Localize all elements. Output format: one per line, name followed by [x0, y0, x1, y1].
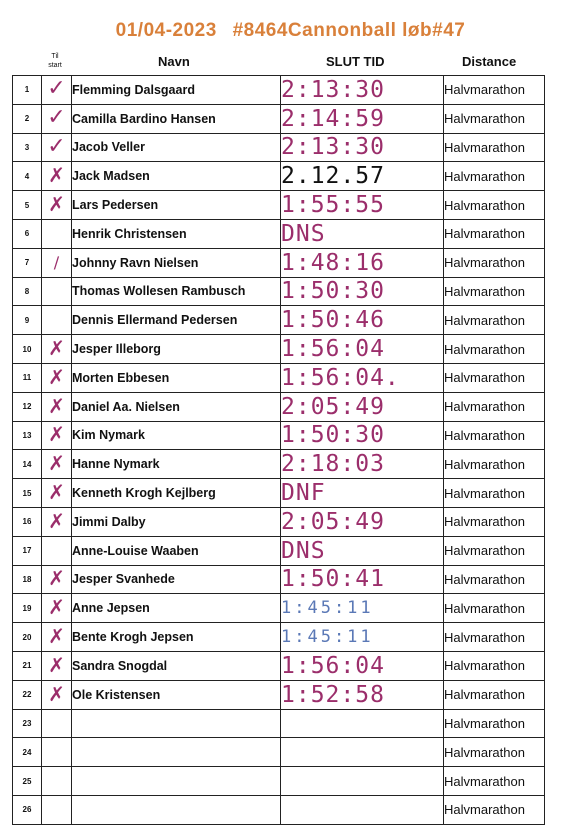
finish-time-cell — [281, 191, 444, 220]
checkmark-icon: ✓ — [47, 76, 66, 102]
finish-time-cell — [281, 738, 444, 767]
title-event: #8464Cannonball løb#47 — [232, 20, 466, 41]
start-mark-cell — [42, 594, 72, 623]
header-start: start — [48, 62, 62, 69]
distance-cell: Halvmarathon — [444, 363, 545, 392]
start-mark-cell — [42, 680, 72, 709]
header-til-start — [40, 52, 70, 70]
runner-name: Camilla Bardino Hansen — [72, 104, 281, 133]
table-row — [13, 363, 545, 392]
finish-time-cell — [281, 680, 444, 709]
finish-time: DNS — [281, 537, 326, 564]
finish-time: DNF — [281, 480, 326, 507]
finish-time-cell — [281, 623, 444, 652]
finish-time: 2:14:59 — [281, 105, 385, 132]
start-mark-cell — [42, 219, 72, 248]
finish-time: 1:56:04. — [281, 364, 400, 391]
cross-mark-icon: ✗ — [48, 422, 65, 447]
table-row — [13, 76, 545, 105]
finish-time: 2:13:30 — [281, 134, 385, 161]
finish-time-cell — [281, 162, 444, 191]
runner-name: Jack Madsen — [72, 162, 281, 191]
finish-time-cell — [281, 450, 444, 479]
finish-time-cell — [281, 421, 444, 450]
table-row — [13, 767, 545, 796]
cross-mark-icon: ✗ — [48, 451, 65, 476]
distance-cell: Halvmarathon — [444, 306, 545, 335]
cross-mark-icon: ✗ — [48, 566, 65, 591]
runner-name: Henrik Christensen — [72, 219, 281, 248]
finish-time-cell — [281, 795, 444, 824]
distance-cell: Halvmarathon — [444, 133, 545, 162]
finish-time: 1:56:04 — [281, 336, 385, 363]
distance-cell: Halvmarathon — [444, 651, 545, 680]
runner-name: Dennis Ellermand Pedersen — [72, 306, 281, 335]
finish-time-cell — [281, 536, 444, 565]
start-mark-cell — [42, 479, 72, 508]
table-row — [13, 479, 545, 508]
distance-cell: Halvmarathon — [444, 277, 545, 306]
runner-name: Anne Jepsen — [72, 594, 281, 623]
finish-time-cell — [281, 248, 444, 277]
title-date: 01/04-2023 — [115, 20, 217, 41]
finish-time: 2.12.57 — [281, 163, 385, 190]
table-row — [13, 277, 545, 306]
row-number: 10 — [13, 335, 42, 364]
results-body — [13, 76, 545, 825]
finish-time-cell — [281, 594, 444, 623]
finish-time: 2:05:49 — [281, 508, 385, 535]
row-number: 16 — [13, 507, 42, 536]
start-mark-cell — [42, 277, 72, 306]
finish-time-cell — [281, 507, 444, 536]
start-mark-cell — [42, 767, 72, 796]
runner-name: Jesper Svanhede — [72, 565, 281, 594]
start-mark-cell — [42, 162, 72, 191]
runner-name: Thomas Wollesen Rambusch — [72, 277, 281, 306]
table-row — [13, 680, 545, 709]
row-number: 8 — [13, 277, 42, 306]
table-row — [13, 450, 545, 479]
runner-name: Jesper Illeborg — [72, 335, 281, 364]
row-number: 19 — [13, 594, 42, 623]
row-number: 7 — [13, 248, 42, 277]
start-mark-cell — [42, 421, 72, 450]
row-number: 12 — [13, 392, 42, 421]
finish-time-cell — [281, 306, 444, 335]
finish-time-cell — [281, 651, 444, 680]
distance-cell: Halvmarathon — [444, 162, 545, 191]
finish-time: DNS — [281, 220, 326, 247]
cross-mark-icon: ✗ — [48, 652, 65, 677]
row-number: 21 — [13, 651, 42, 680]
finish-time-cell — [281, 133, 444, 162]
header-distance: Distance — [462, 54, 517, 69]
finish-time-cell — [281, 392, 444, 421]
cross-mark-icon: ✗ — [48, 393, 65, 418]
distance-cell: Halvmarathon — [444, 191, 545, 220]
row-number: 13 — [13, 421, 42, 450]
row-number: 24 — [13, 738, 42, 767]
cross-mark-icon: ✗ — [48, 624, 65, 649]
table-row — [13, 738, 545, 767]
distance-cell: Halvmarathon — [444, 594, 545, 623]
runner-name: Kenneth Krogh Kejlberg — [72, 479, 281, 508]
header-navn: Navn — [158, 54, 190, 69]
table-row — [13, 335, 545, 364]
table-row — [13, 623, 545, 652]
finish-time: 1:50:30 — [281, 422, 385, 449]
row-number: 2 — [13, 104, 42, 133]
distance-cell: Halvmarathon — [444, 392, 545, 421]
finish-time-cell — [281, 709, 444, 738]
finish-time-cell — [281, 277, 444, 306]
table-row — [13, 162, 545, 191]
start-mark-cell — [42, 738, 72, 767]
table-row — [13, 536, 545, 565]
finish-time-cell — [281, 565, 444, 594]
distance-cell: Halvmarathon — [444, 738, 545, 767]
runner-name: Ole Kristensen — [72, 680, 281, 709]
distance-cell: Halvmarathon — [444, 219, 545, 248]
start-mark-cell — [42, 392, 72, 421]
start-mark-cell — [42, 104, 72, 133]
row-number: 26 — [13, 795, 42, 824]
runner-name: Johnny Ravn Nielsen — [72, 248, 281, 277]
finish-time: 2:13:30 — [281, 76, 385, 103]
runner-name: Kim Nymark — [72, 421, 281, 450]
header-slut-tid: SLUT TID — [326, 54, 385, 69]
start-mark-cell — [42, 450, 72, 479]
cross-mark-icon: ✗ — [48, 595, 65, 620]
distance-cell: Halvmarathon — [444, 767, 545, 796]
distance-cell: Halvmarathon — [444, 479, 545, 508]
runner-name: Sandra Snogdal — [72, 651, 281, 680]
distance-cell: Halvmarathon — [444, 709, 545, 738]
checkmark-icon: ✓ — [47, 105, 66, 131]
finish-time: 1:50:46 — [281, 307, 385, 334]
runner-name: Flemming Dalsgaard — [72, 76, 281, 105]
row-number: 9 — [13, 306, 42, 335]
start-mark-cell — [42, 76, 72, 105]
start-mark-cell — [42, 623, 72, 652]
distance-cell: Halvmarathon — [444, 450, 545, 479]
runner-name — [72, 795, 281, 824]
runner-name: Anne-Louise Waaben — [72, 536, 281, 565]
cross-mark-icon: ✗ — [48, 364, 65, 389]
finish-time: 1:52:58 — [281, 681, 385, 708]
row-number: 18 — [13, 565, 42, 594]
start-mark-cell — [42, 507, 72, 536]
start-mark-cell — [42, 191, 72, 220]
finish-time-cell — [281, 479, 444, 508]
start-mark-cell — [42, 133, 72, 162]
finish-time: 2:18:03 — [281, 451, 385, 478]
finish-time: 1:45:11 — [281, 627, 374, 648]
header-til: Til — [51, 53, 59, 60]
distance-cell: Halvmarathon — [444, 536, 545, 565]
checkmark-icon: ✓ — [47, 133, 66, 159]
start-mark-cell — [42, 709, 72, 738]
finish-time: 1:56:04 — [281, 652, 385, 679]
table-row — [13, 104, 545, 133]
start-mark-cell — [42, 565, 72, 594]
runner-name: Morten Ebbesen — [72, 363, 281, 392]
distance-cell: Halvmarathon — [444, 623, 545, 652]
cross-mark-icon: ✗ — [48, 192, 65, 217]
cross-mark-icon: ✗ — [48, 480, 65, 505]
table-row — [13, 565, 545, 594]
cross-mark-icon: ✗ — [48, 163, 65, 188]
finish-time: 1:45:11 — [281, 598, 374, 619]
distance-cell: Halvmarathon — [444, 104, 545, 133]
finish-time: 1:48:16 — [281, 249, 385, 276]
row-number: 15 — [13, 479, 42, 508]
finish-time-cell — [281, 363, 444, 392]
runner-name: Lars Pedersen — [72, 191, 281, 220]
distance-cell: Halvmarathon — [444, 248, 545, 277]
row-number: 3 — [13, 133, 42, 162]
distance-cell: Halvmarathon — [444, 335, 545, 364]
table-row — [13, 795, 545, 824]
start-mark-cell — [42, 335, 72, 364]
runner-name — [72, 709, 281, 738]
sheet-title — [0, 20, 581, 42]
start-mark-cell — [42, 306, 72, 335]
cross-mark-icon: ✗ — [48, 681, 65, 706]
row-number: 23 — [13, 709, 42, 738]
distance-cell: Halvmarathon — [444, 76, 545, 105]
distance-cell: Halvmarathon — [444, 421, 545, 450]
row-number: 6 — [13, 219, 42, 248]
row-number: 1 — [13, 76, 42, 105]
distance-cell: Halvmarathon — [444, 795, 545, 824]
table-row — [13, 248, 545, 277]
row-number: 4 — [13, 162, 42, 191]
start-mark-cell — [42, 795, 72, 824]
table-row — [13, 219, 545, 248]
row-number: 22 — [13, 680, 42, 709]
finish-time-cell — [281, 76, 444, 105]
cross-mark-icon: ✗ — [48, 336, 65, 361]
row-number: 5 — [13, 191, 42, 220]
row-number: 20 — [13, 623, 42, 652]
finish-time: 1:50:30 — [281, 278, 385, 305]
results-table — [12, 75, 545, 825]
row-number: 14 — [13, 450, 42, 479]
runner-name: Jimmi Dalby — [72, 507, 281, 536]
table-row — [13, 507, 545, 536]
runner-name — [72, 738, 281, 767]
row-number: 25 — [13, 767, 42, 796]
finish-time-cell — [281, 335, 444, 364]
distance-cell: Halvmarathon — [444, 680, 545, 709]
runner-name: Daniel Aa. Nielsen — [72, 392, 281, 421]
cross-mark-icon: ✗ — [48, 508, 65, 533]
runner-name: Hanne Nymark — [72, 450, 281, 479]
runner-name — [72, 767, 281, 796]
finish-time-cell — [281, 767, 444, 796]
table-row — [13, 651, 545, 680]
start-mark-cell — [42, 651, 72, 680]
table-row — [13, 133, 545, 162]
finish-time-cell — [281, 219, 444, 248]
runner-name: Bente Krogh Jepsen — [72, 623, 281, 652]
finish-time: 1:50:41 — [281, 566, 385, 593]
distance-cell: Halvmarathon — [444, 565, 545, 594]
runner-name: Jacob Veller — [72, 133, 281, 162]
row-number: 17 — [13, 536, 42, 565]
table-row — [13, 594, 545, 623]
start-mark-cell — [42, 248, 72, 277]
row-number: 11 — [13, 363, 42, 392]
finish-time-cell — [281, 104, 444, 133]
table-row — [13, 306, 545, 335]
table-row — [13, 421, 545, 450]
finish-time: 1:55:55 — [281, 192, 385, 219]
start-mark-cell — [42, 536, 72, 565]
table-row — [13, 392, 545, 421]
finish-time: 2:05:49 — [281, 393, 385, 420]
table-row — [13, 191, 545, 220]
slash-mark-icon: ∕ — [53, 252, 60, 272]
distance-cell: Halvmarathon — [444, 507, 545, 536]
table-row — [13, 709, 545, 738]
start-mark-cell — [42, 363, 72, 392]
